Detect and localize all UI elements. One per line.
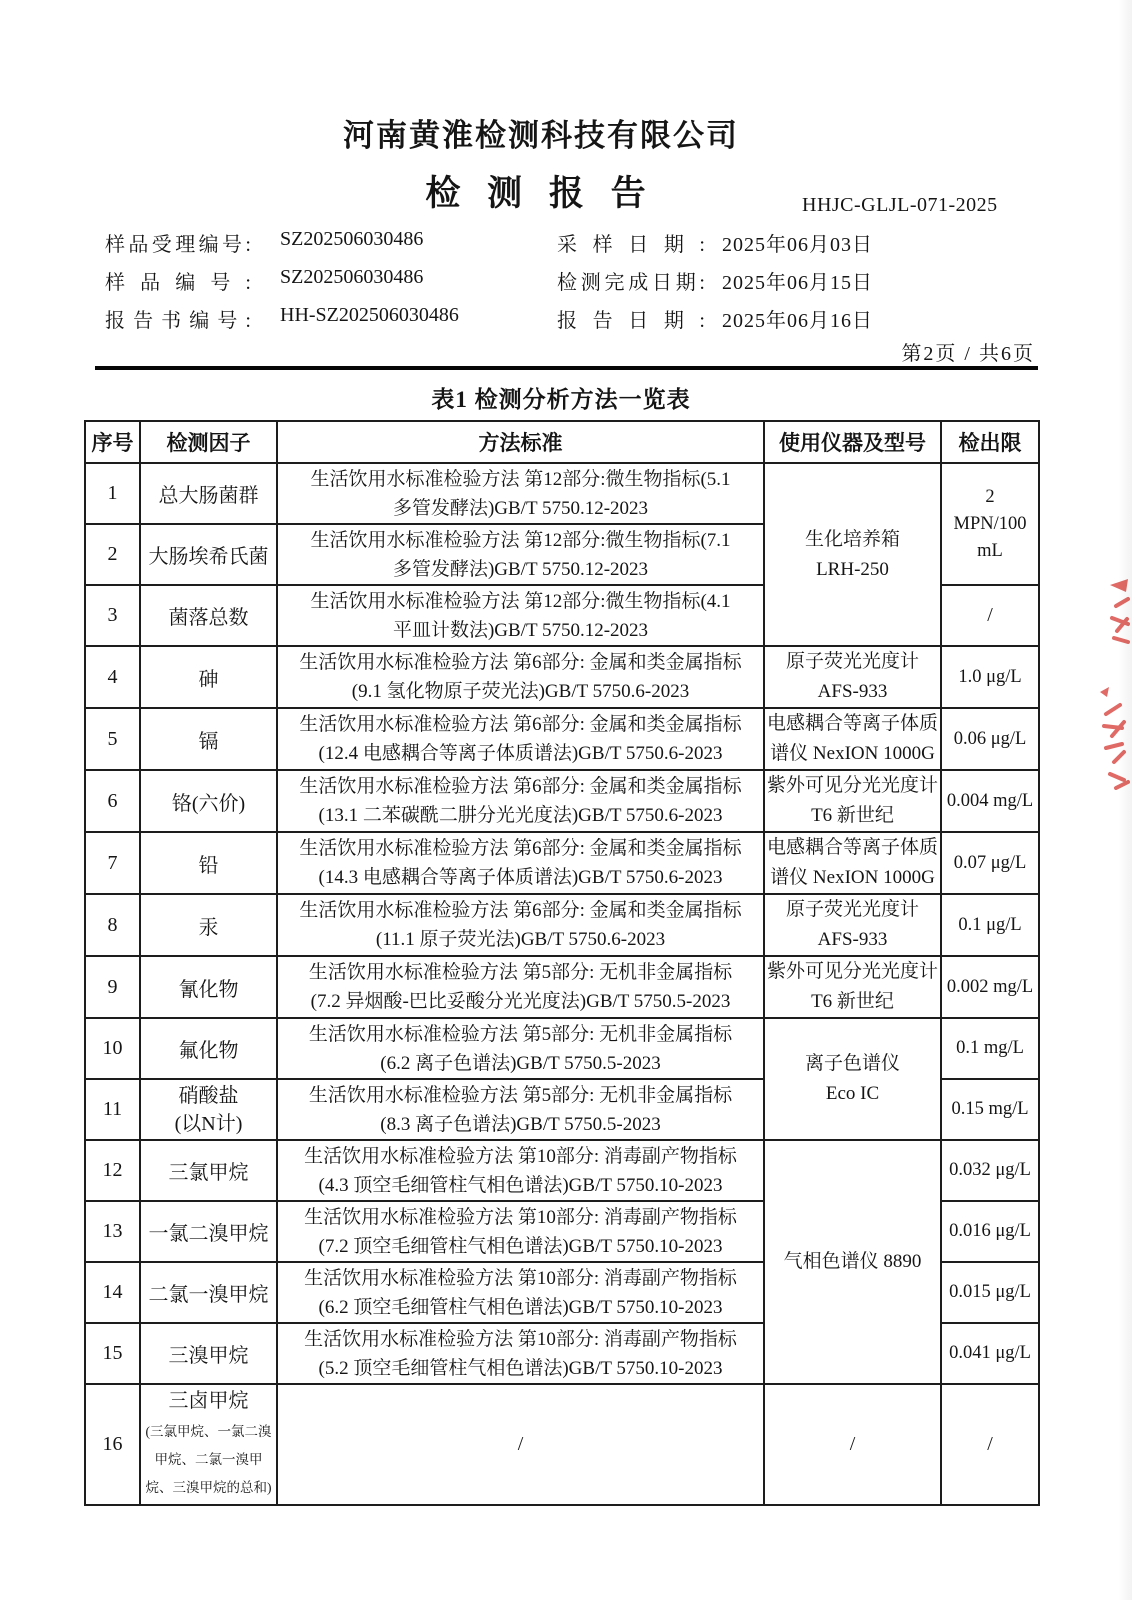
cell-method: 生活饮用水标准检验方法 第10部分: 消毒副产物指标 (7.2 顶空毛细管柱气相色谱法)GB/T 5750.10-2023 [277, 1201, 764, 1262]
cell-factor: 镉 [140, 708, 277, 770]
cell-no: 13 [85, 1201, 140, 1262]
cell-factor: 氟化物 [140, 1018, 277, 1079]
page-indicator: 第2页 / 共6页 [901, 343, 1035, 365]
cell-limit: 0.06 μg/L [941, 708, 1039, 770]
cell-method: 生活饮用水标准检验方法 第12部分:微生物指标(4.1 平皿计数法)GB/T 5750.12-2023 [277, 585, 764, 646]
table-row [85, 1384, 1039, 1505]
cell-factor: 砷 [140, 646, 277, 708]
table-header-row [85, 421, 1039, 463]
table-row [85, 463, 1039, 524]
cell-no: 9 [85, 956, 140, 1018]
cell-limit: 2 MPN/100 mL [941, 463, 1039, 585]
cell-instrument: 电感耦合等离子体质 谱仪 NexION 1000G [764, 832, 941, 894]
report-no-label: 报告书编号: [105, 310, 251, 332]
cell-limit: / [941, 1384, 1039, 1505]
cell-method: 生活饮用水标准检验方法 第6部分: 金属和类金属指标 (14.3 电感耦合等离子体质谱法)GB/T 5750.6-2023 [277, 832, 764, 894]
cell-method: 生活饮用水标准检验方法 第10部分: 消毒副产物指标 (5.2 顶空毛细管柱气相色谱法)GB/T 5750.10-2023 [277, 1323, 764, 1384]
sampling-date-label: 采样日期: [557, 234, 705, 256]
methods-table [84, 420, 1040, 1506]
company-name: 河南黄淮检测科技有限公司 [343, 118, 739, 153]
cell-method: 生活饮用水标准检验方法 第10部分: 消毒副产物指标 (6.2 顶空毛细管柱气相色谱法)GB/T 5750.10-2023 [277, 1262, 764, 1323]
cell-limit: 0.002 mg/L [941, 956, 1039, 1018]
table-row [85, 894, 1039, 956]
scan-edge-shadow [1118, 0, 1132, 1600]
table-row [85, 1140, 1039, 1201]
cell-limit: 1.0 μg/L [941, 646, 1039, 708]
cell-limit: 0.07 μg/L [941, 832, 1039, 894]
cell-instrument: 紫外可见分光光度计 T6 新世纪 [764, 956, 941, 1018]
table-row [85, 708, 1039, 770]
cell-factor: 三溴甲烷 [140, 1323, 277, 1384]
table-row [85, 646, 1039, 708]
test-complete-date-value: 2025年06月15日 [722, 272, 873, 294]
cell-method: 生活饮用水标准检验方法 第5部分: 无机非金属指标 (6.2 离子色谱法)GB/T 5750.5-2023 [277, 1018, 764, 1079]
cell-no: 14 [85, 1262, 140, 1323]
table-row [85, 770, 1039, 832]
cell-no: 12 [85, 1140, 140, 1201]
test-complete-date-label: 检测完成日期: [557, 272, 705, 294]
cell-no: 5 [85, 708, 140, 770]
cell-limit: 0.015 μg/L [941, 1262, 1039, 1323]
cell-limit: 0.1 μg/L [941, 894, 1039, 956]
cell-factor: 铅 [140, 832, 277, 894]
cell-factor: 三氯甲烷 [140, 1140, 277, 1201]
cell-no: 8 [85, 894, 140, 956]
sample-no-label: 样品编号: [105, 272, 251, 294]
cell-instrument: 离子色谱仪 Eco IC [764, 1018, 941, 1140]
cell-instrument: 紫外可见分光光度计 T6 新世纪 [764, 770, 941, 832]
header-divider-rule [95, 366, 1038, 370]
cell-no: 6 [85, 770, 140, 832]
sampling-date-value: 2025年06月03日 [722, 234, 873, 256]
cell-method: 生活饮用水标准检验方法 第5部分: 无机非金属指标 (8.3 离子色谱法)GB/T 5750.5-2023 [277, 1079, 764, 1140]
table-row [85, 832, 1039, 894]
cell-no: 7 [85, 832, 140, 894]
report-code: HHJC-GLJL-071-2025 [802, 194, 998, 216]
cell-method: 生活饮用水标准检验方法 第6部分: 金属和类金属指标 (11.1 原子荧光法)GB/T 5750.6-2023 [277, 894, 764, 956]
cell-limit: 0.004 mg/L [941, 770, 1039, 832]
col-header-no: 序号 [85, 421, 140, 463]
cell-factor: 菌落总数 [140, 585, 277, 646]
cell-no: 15 [85, 1323, 140, 1384]
info-row [0, 228, 1132, 258]
cell-no: 16 [85, 1384, 140, 1505]
factor-subnote: (三氯甲烷、一氯二溴甲烷、二氯一溴甲烷、三溴甲烷的总和) [145, 1424, 272, 1495]
cell-limit: 0.1 mg/L [941, 1018, 1039, 1079]
cell-no: 4 [85, 646, 140, 708]
table-row [85, 956, 1039, 1018]
cell-factor: 三卤甲烷 (三氯甲烷、一氯二溴甲烷、二氯一溴甲烷、三溴甲烷的总和) [140, 1384, 277, 1505]
cell-instrument: 原子荧光光度计 AFS-933 [764, 894, 941, 956]
cell-factor: 大肠埃希氏菌 [140, 524, 277, 585]
cell-instrument: 电感耦合等离子体质 谱仪 NexION 1000G [764, 708, 941, 770]
cell-no: 1 [85, 463, 140, 524]
sample-no-value: SZ202506030486 [280, 266, 424, 288]
info-row [0, 304, 1132, 334]
cell-factor: 硝酸盐 (以N计) [140, 1079, 277, 1140]
cell-method: 生活饮用水标准检验方法 第5部分: 无机非金属指标 (7.2 异烟酸-巴比妥酸分光光度法)GB/T 5750.5-2023 [277, 956, 764, 1018]
cell-method: / [277, 1384, 764, 1505]
cell-limit: 0.15 mg/L [941, 1079, 1039, 1140]
cell-instrument: 气相色谱仪 8890 [764, 1140, 941, 1384]
cell-limit: 0.032 μg/L [941, 1140, 1039, 1201]
cell-factor: 铬(六价) [140, 770, 277, 832]
cell-factor: 二氯一溴甲烷 [140, 1262, 277, 1323]
cell-factor: 总大肠菌群 [140, 463, 277, 524]
report-date-label: 报告日期: [557, 310, 705, 332]
cell-method: 生活饮用水标准检验方法 第12部分:微生物指标(5.1 多管发酵法)GB/T 5750.12-2023 [277, 463, 764, 524]
report-date-value: 2025年06月16日 [722, 310, 873, 332]
table-title: 表1 检测分析方法一览表 [431, 387, 691, 412]
col-header-limit: 检出限 [941, 421, 1039, 463]
sample-acceptance-no-value: SZ202506030486 [280, 228, 424, 250]
cell-limit: 0.016 μg/L [941, 1201, 1039, 1262]
cell-limit: 0.041 μg/L [941, 1323, 1039, 1384]
table-row [85, 1018, 1039, 1079]
cell-method: 生活饮用水标准检验方法 第10部分: 消毒副产物指标 (4.3 顶空毛细管柱气相色谱法)GB/T 5750.10-2023 [277, 1140, 764, 1201]
info-row [0, 266, 1132, 296]
cell-method: 生活饮用水标准检验方法 第12部分:微生物指标(7.1 多管发酵法)GB/T 5750.12-2023 [277, 524, 764, 585]
cell-instrument: 生化培养箱 LRH-250 [764, 463, 941, 646]
cell-method: 生活饮用水标准检验方法 第6部分: 金属和类金属指标 (12.4 电感耦合等离子体质谱法)GB/T 5750.6-2023 [277, 708, 764, 770]
cell-no: 2 [85, 524, 140, 585]
cell-no: 3 [85, 585, 140, 646]
cell-factor: 氰化物 [140, 956, 277, 1018]
report-no-value: HH-SZ202506030486 [280, 304, 459, 326]
cell-no: 11 [85, 1079, 140, 1140]
cell-factor: 一氯二溴甲烷 [140, 1201, 277, 1262]
cell-method: 生活饮用水标准检验方法 第6部分: 金属和类金属指标 (9.1 氢化物原子荧光法)GB/T 5750.6-2023 [277, 646, 764, 708]
cell-instrument: 原子荧光光度计 AFS-933 [764, 646, 941, 708]
cell-instrument: / [764, 1384, 941, 1505]
cell-no: 10 [85, 1018, 140, 1079]
sample-acceptance-no-label: 样品受理编号: [105, 234, 251, 256]
col-header-method: 方法标准 [277, 421, 764, 463]
cell-limit: / [941, 585, 1039, 646]
col-header-instrument: 使用仪器及型号 [764, 421, 941, 463]
cell-method: 生活饮用水标准检验方法 第6部分: 金属和类金属指标 (13.1 二苯碳酰二肼分光光度法)GB/T 5750.6-2023 [277, 770, 764, 832]
cell-factor: 汞 [140, 894, 277, 956]
col-header-factor: 检测因子 [140, 421, 277, 463]
report-title: 检 测 报 告 [425, 174, 655, 213]
